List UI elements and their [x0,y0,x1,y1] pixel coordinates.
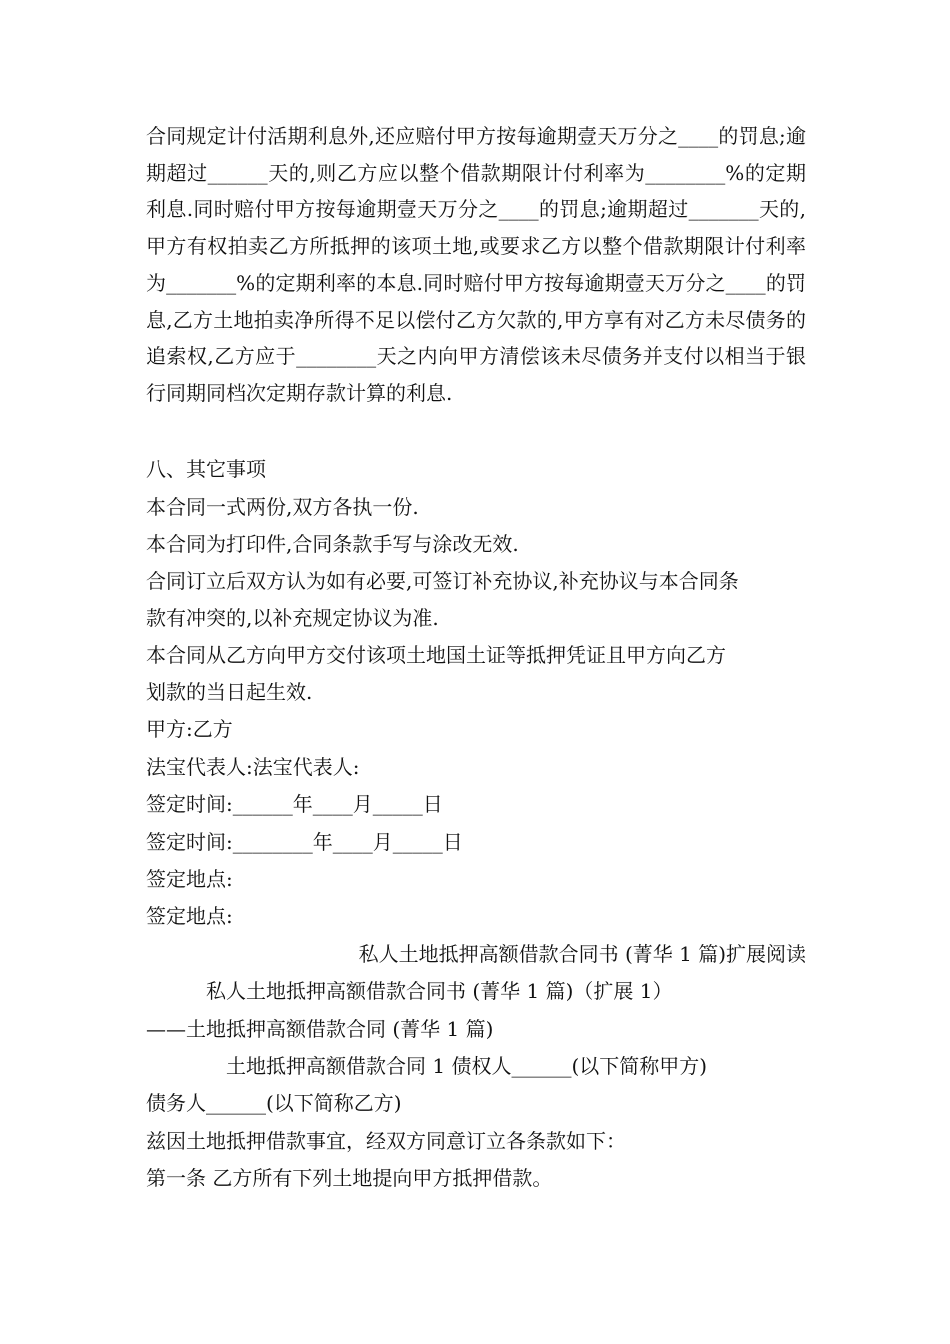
other-item-4: 本合同从乙方向甲方交付该项土地国土证等抵押凭证且甲方向乙方 [146,643,726,667]
other-item-4-cont: 划款的当日起生效. [146,680,313,704]
other-item-2: 本合同为打印件,合同条款手写与涂改无效. [146,532,519,556]
signature-date-1: 签定时间:______年____月_____日 [146,792,443,816]
signature-place-1: 签定地点: [146,867,233,891]
other-item-3-cont: 款有冲突的,以补充规定协议为准. [146,606,439,630]
extended-sub-heading: 私人土地抵押高额借款合同书 (菁华 1 篇)（扩展 1） [206,979,673,1003]
signature-place-2: 签定地点: [146,904,233,928]
preamble-line: 兹因土地抵押借款事宜，经双方同意订立各条款如下： [146,1129,626,1153]
signature-parties: 甲方:乙方 [146,717,233,741]
other-item-1: 本合同一式两份,双方各执一份. [146,495,419,519]
extended-series-title: ——土地抵押高额借款合同 (菁华 1 篇) [146,1017,494,1041]
article-1: 第一条 乙方所有下列土地提向甲方抵押借款。 [146,1166,553,1190]
penalty-clause-paragraph: 合同规定计付活期利息外,还应赔付甲方按每逾期壹天万分之____的罚息;逾期超过______天的,则乙方应以整个借款期限计付利率为________%的定期利息.同时赔付甲方按每逾期壹天万分之____的罚息;逾期超过_______天的,甲方有权拍卖乙方所抵押的该项土地,或要求乙方以整个借款期限计付利率为_______%的定期利率的本息.同时赔付甲方按每逾期壹天万分之____的罚息,乙方土地拍卖净所得不足以偿付乙方欠款的,甲方享有对乙方未尽债务的追索权,乙方应于________天之内向甲方清偿该未尽债务并支付以相当于银行同期同档次定期存款计算的利息. [146,124,806,405]
signature-date-2: 签定时间:________年____月_____日 [146,830,463,854]
section-8-title: 八、其它事项 [146,457,266,481]
signature-legal-reps: 法宝代表人:法宝代表人: [146,755,360,779]
debtor-line: 债务人______(以下简称乙方) [146,1091,402,1115]
other-item-3: 合同订立后双方认为如有必要,可签订补充协议,补充协议与本合同条 [146,569,739,593]
contract-intro: 土地抵押高额借款合同 1 债权人______(以下简称甲方) [226,1054,708,1078]
extended-reading-heading: 私人土地抵押高额借款合同书 (菁华 1 篇)扩展阅读 [358,942,806,966]
